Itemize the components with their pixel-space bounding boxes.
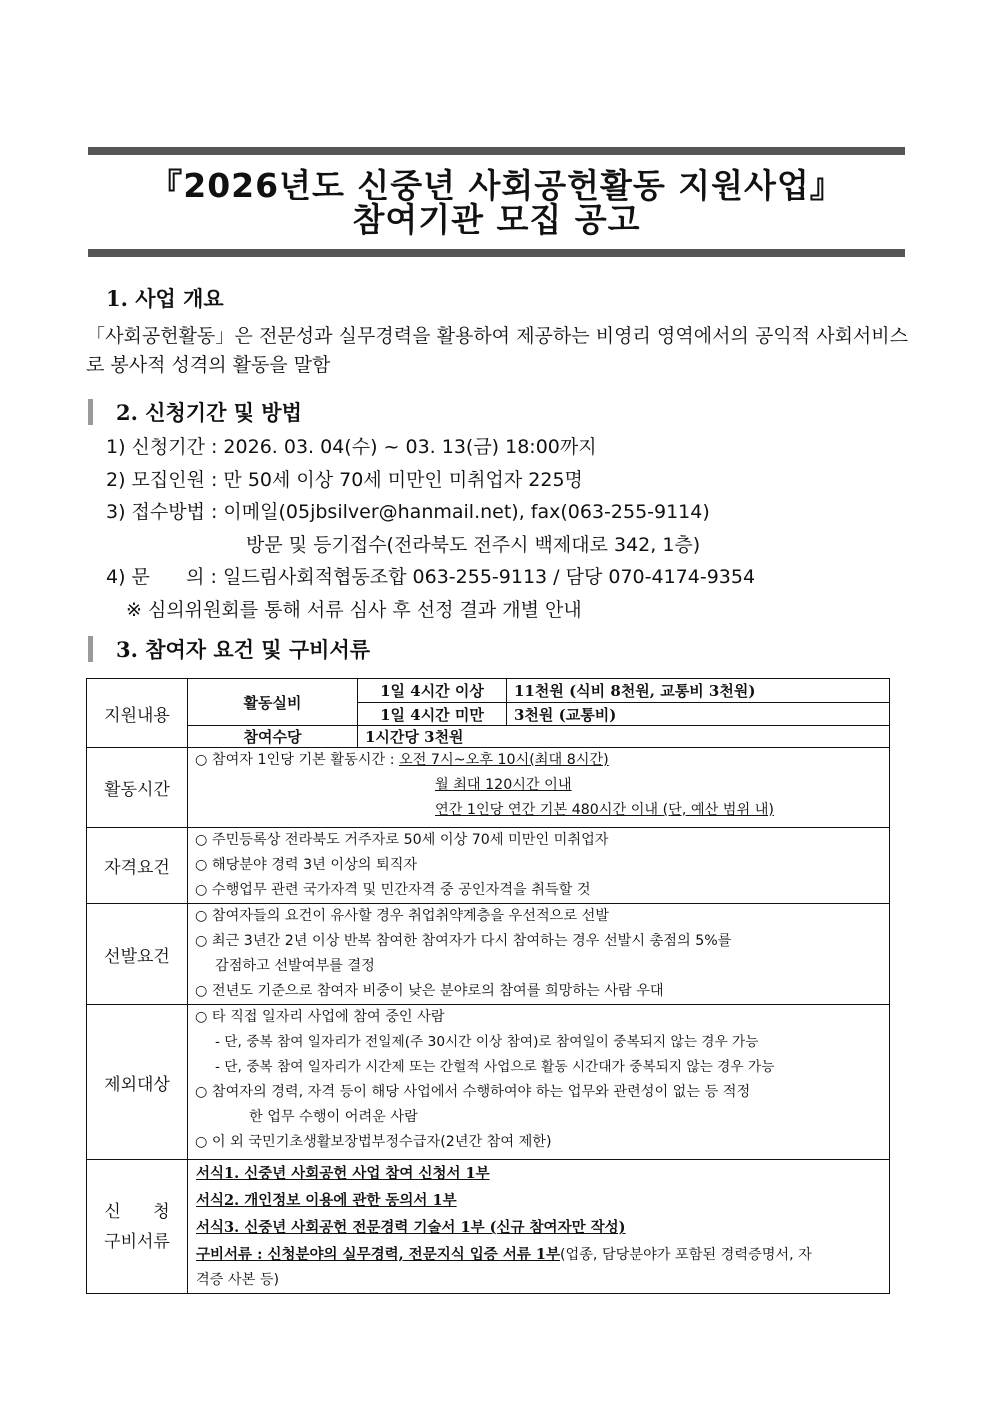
- form1-item: 서식1. 신중년 사회공헌 사업 참여 신청서 1부: [196, 1165, 490, 1182]
- heading-marker: [88, 636, 93, 662]
- activity-cost-label: 활동실비: [188, 679, 358, 726]
- section2-heading: 2. 신청기간 및 방법: [116, 400, 302, 425]
- section1-body: 「사회공헌활동」은 전문성과 실무경력을 활용하여 제공하는 비영리 영역에서의 공익적 사회서비스로 봉사적 성격의 활동을 말함: [86, 325, 908, 376]
- selection-line: ○ 최근 3년간 2년 이상 반복 참여한 참여자가 다시 참여하는 경우 선발시 총점의 5%를: [195, 933, 732, 949]
- activity-cost-value-2: 3천원 (교통비): [507, 703, 890, 726]
- title-top-bar: [88, 147, 905, 155]
- extra-docs-bold: 구비서류 : 신청분야의 실무경력, 전문지식 입증 서류 1부: [196, 1246, 560, 1263]
- exclusion-line: ○ 타 직접 일자리 사업에 참여 중인 사람: [195, 1009, 445, 1025]
- activity-cost-cond-2: 1일 4시간 미만: [358, 703, 507, 726]
- hours-yearly: 연간 1인당 연간 기본 480시간 이내 (단, 예산 범위 내): [435, 802, 774, 818]
- documents-label-line2: 구비서류: [104, 1231, 170, 1252]
- extra-docs-rest: (업종, 담당분야가 포함된 경력증명서, 자: [559, 1247, 812, 1263]
- form2-item: 서식2. 개인정보 이용에 관한 동의서 1부: [196, 1192, 457, 1209]
- title-bottom-bar: [88, 249, 905, 257]
- selection-notice: ※ 심의위원회를 통해 서류 심사 후 선정 결과 개별 안내: [126, 599, 582, 621]
- qualification-line: ○ 해당분야 경력 3년 이상의 퇴직자: [195, 857, 418, 873]
- section1-heading: 1. 사업 개요: [106, 286, 224, 311]
- submission-method-visit: 방문 및 등기접수(전라북도 전주시 백제대로 342, 1층): [246, 534, 701, 556]
- selection-line: ○ 참여자들의 요건이 유사할 경우 취업취약계층을 우선적으로 선발: [195, 908, 609, 924]
- section3-heading: 3. 참여자 요건 및 구비서류: [116, 637, 371, 662]
- inquiry-contact: 4) 문 의 : 일드림사회적협동조합 063-255-9113 / 담당 070-4174-9354: [106, 566, 756, 588]
- hours-monthly: 월 최대 120시간 이내: [435, 777, 572, 793]
- exclusion-line: 한 업무 수행이 어려운 사람: [249, 1109, 418, 1125]
- support-label: 지원내용: [87, 679, 188, 748]
- allowance-label: 참여수당: [188, 726, 358, 748]
- exclusion-content: [188, 1005, 890, 1160]
- selection-line: ○ 전년도 기준으로 참여자 비중이 낮은 분야로의 참여를 희망하는 사람 우대: [195, 983, 664, 999]
- document-title-line2: 참여기관 모집 공고: [352, 200, 641, 239]
- form3-item: 서식3. 신중년 사회공헌 전문경력 기술서 1부 (신규 참여자만 작성): [196, 1219, 626, 1236]
- requirements-table: [86, 678, 890, 1294]
- exclusion-line: ○ 이 외 국민기초생활보장법부정수급자(2년간 참여 제한): [195, 1134, 552, 1150]
- qualification-line: ○ 주민등록상 전라북도 거주자로 50세 이상 70세 미만인 미취업자: [195, 832, 609, 848]
- document-title-line1: 『2026년도 신중년 사회공헌활동 지원사업』: [149, 166, 844, 205]
- extra-docs-line2: 격증 사본 등): [196, 1272, 280, 1288]
- exclusion-label: 제외대상: [87, 1005, 188, 1160]
- hours-prefix: ○ 참여자 1인당 기본 활동시간 :: [195, 752, 400, 768]
- activity-cost-value-1: 11천원 (식비 8천원, 교통비 3천원): [507, 679, 890, 703]
- submission-method: 3) 접수방법 : 이메일(05jbsilver@hanmail.net), fax(063-255-9114): [106, 501, 710, 523]
- selection-label: 선발요건: [87, 904, 188, 1005]
- heading-marker: [88, 399, 93, 425]
- exclusion-line: ○ 참여자의 경력, 자격 등이 해당 사업에서 수행하여야 하는 업무와 관련성이 없는 등 적정: [195, 1084, 751, 1100]
- documents-label-line1: 신 청: [104, 1201, 170, 1222]
- hours-content: [188, 748, 890, 828]
- hours-daily: 오전 7시~오후 10시(최대 8시간): [399, 752, 609, 768]
- activity-cost-cond-1: 1일 4시간 이상: [358, 679, 507, 703]
- qualification-label: 자격요건: [87, 828, 188, 904]
- allowance-value: 1시간당 3천원: [358, 726, 890, 748]
- hours-label: 활동시간: [87, 748, 188, 828]
- qualification-content: [188, 828, 890, 904]
- application-period: 1) 신청기간 : 2026. 03. 04(수) ~ 03. 13(금) 18:00까지: [106, 436, 597, 458]
- exclusion-line: - 단, 중복 참여 일자리가 전일제(주 30시간 이상 참여)로 참여일이 중복되지 않는 경우 가능: [215, 1034, 759, 1050]
- documents-content: [188, 1160, 890, 1294]
- recruitment-count: 2) 모집인원 : 만 50세 이상 70세 미만인 미취업자 225명: [106, 469, 583, 491]
- selection-content: [188, 904, 890, 1005]
- qualification-line: ○ 수행업무 관련 국가자격 및 민간자격 중 공인자격을 취득할 것: [195, 882, 591, 898]
- documents-label: [87, 1160, 188, 1294]
- selection-line: 감점하고 선발여부를 결정: [215, 958, 375, 974]
- exclusion-line: - 단, 중복 참여 일자리가 시간제 또는 간헐적 사업으로 활동 시간대가 중복되지 않는 경우 가능: [215, 1059, 775, 1075]
